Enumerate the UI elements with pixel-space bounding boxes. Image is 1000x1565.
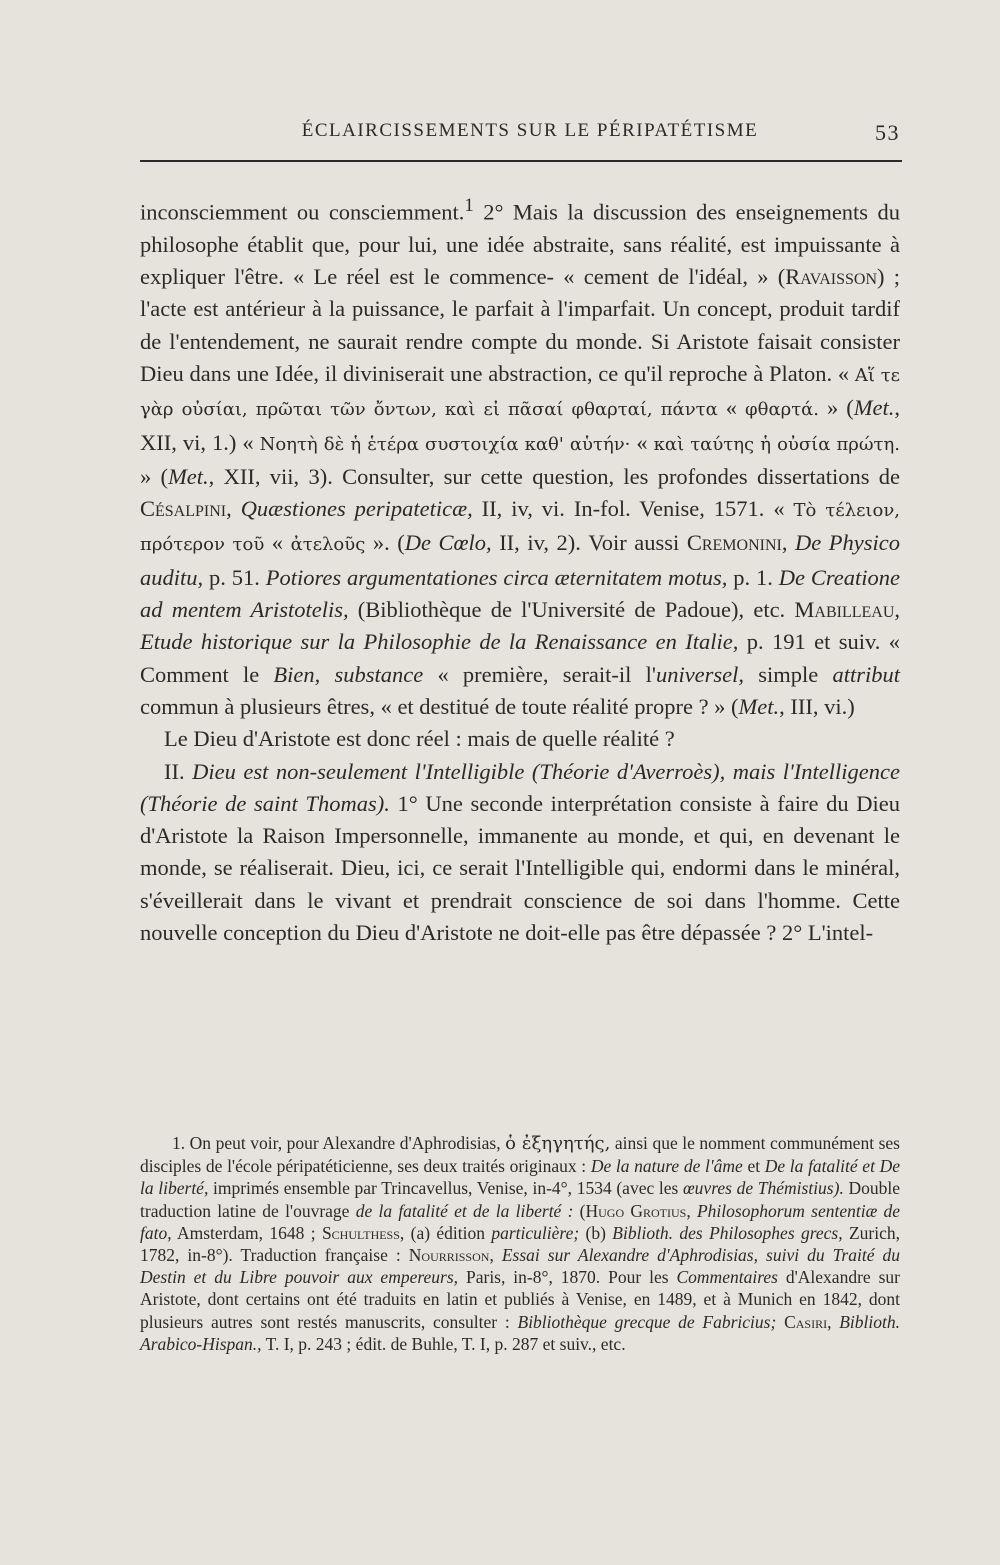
author-name: Nourrisson xyxy=(408,1245,490,1266)
citation-title: De Creatione ad mentem Aristotelis, xyxy=(140,564,900,623)
citation-title: De la fatalité et De la liberté, xyxy=(140,1156,900,1199)
greek-quote: Αἵ τε γὰρ οὐσίαι, πρῶται τῶν ὄντων, καὶ εἰ πᾶσαί φθαρταί, πάντα xyxy=(140,364,901,421)
text-run: T. I, p. 243 ; édit. de Buhle, T. I, p. 287 et suiv., etc. xyxy=(261,1333,626,1354)
paragraph-1 xyxy=(140,190,900,723)
text-run: « xyxy=(717,395,746,421)
section-number: II. xyxy=(164,758,193,784)
text-run: , XII, vii, 3). Consulter, sur cette question, les profondes dissertations de xyxy=(208,463,901,489)
text-run: « xyxy=(264,530,291,556)
text-run: Paris, in-8°, 1870. Pour les xyxy=(458,1267,677,1288)
citation-title: Philosophorum sententiæ de fato, xyxy=(140,1200,901,1243)
author-name: Hugo Grotius xyxy=(585,1200,687,1221)
citation-title: Met. xyxy=(853,395,895,421)
footnote-1 xyxy=(140,1132,900,1355)
text-run: ) ; l'acte est antérieur à la puissance, le parfait à l'imparfait. Un concept, produit tardif de l'entendement, ne saurait rendre compte du monde. Si Aristote faisait consister Dieu dans une Idée, il diviniserait une abstraction, ce qu'il reproche à Platon. « xyxy=(140,264,900,386)
text-run: , III, vi.) xyxy=(779,693,855,719)
author-name: Césalpini xyxy=(140,496,227,522)
author-name: Mabilleau xyxy=(794,597,895,623)
greek-quote: φθαρτά. xyxy=(745,399,820,421)
citation-title: Quæstiones peripateticæ, xyxy=(240,496,473,522)
citation-title: Met. xyxy=(168,463,209,489)
text-run: , xyxy=(894,597,901,623)
text-run: 1° Une seconde interprétation consiste à faire du Dieu d'Aristote la Raison Impersonnelle, immanente au monde, et qui, en devenant le monde, se réaliserait. Dieu, ici, ce serait l'Intelligible qui, endormi dans le minéral, s'éveillerait dans le vivant et prendrait conscience de soi dans l'homme. Cette nouvelle conception du Dieu d'Aristote ne doit-elle pas être dépassée ? 2° L'intel- xyxy=(140,790,900,946)
citation-title: Bibliothèque grecque de Fabricius; xyxy=(517,1311,777,1332)
citation-title: Biblioth. des Philosophes grecs, xyxy=(612,1222,843,1243)
citation-title: De Physico auditu, xyxy=(140,530,900,590)
text-run: commun à plusieurs êtres, « et destitué de toute réalité propre ? » ( xyxy=(140,693,739,719)
text-run: , (a) édition xyxy=(399,1222,492,1243)
greek-quote: καὶ ταύτης ἡ οὐσία πρώτη. xyxy=(653,433,901,455)
emphasis: universel, xyxy=(655,661,745,687)
footnote-ref: 1 xyxy=(464,195,474,216)
emphasis: Bien, substance xyxy=(273,661,424,687)
paragraph-3 xyxy=(140,756,900,950)
text-run: II, iv, vi. In-fol. Venise, 1571. « xyxy=(472,496,794,522)
text-run: II, iv, 2). Voir aussi xyxy=(491,530,687,556)
citation-title: Essai sur Alexandre d'Aphrodisias, suivi du Traité du Destin et du Libre pouvoir aux empereurs, xyxy=(140,1245,900,1288)
text-run: , xyxy=(781,530,795,556)
text-run: et xyxy=(742,1156,765,1177)
text-run: , xyxy=(226,496,241,522)
running-title: ÉCLAIRCISSEMENTS SUR LE PÉRIPATÉTISME xyxy=(301,120,759,141)
text-run: » ( xyxy=(819,395,854,421)
greek-quote: ἀτελοῦς xyxy=(290,534,366,556)
citation-title: Potiores argumentationes circa æternitatem motus, xyxy=(265,564,728,590)
text-run: p. 51. xyxy=(203,564,266,590)
text-run xyxy=(776,1312,784,1332)
author-name: Ravaisson xyxy=(785,264,878,290)
greek-quote: Νοητὴ δὲ ἡ ἑτέρα συστοιχία καθ' αὑτήν· xyxy=(259,433,631,455)
text-run: ». ( xyxy=(365,530,405,556)
text-run: Double traduction latine de l'ouvrage xyxy=(140,1178,901,1221)
text-run: » ( xyxy=(140,463,169,489)
greek-quote: Τὸ τέλειον, πρότερον τοῦ xyxy=(140,500,900,556)
page-number: 53 xyxy=(875,120,900,145)
text-run: inconsciemment ou consciemment. xyxy=(140,199,465,225)
emphasis: attribut xyxy=(832,661,900,687)
text-run: « première, serait-il l' xyxy=(423,661,656,687)
section-heading: Dieu est non-seulement l'Intelligible (Théorie d'Averroès), mais l'Intelligence (Théorie de saint Thomas). xyxy=(140,758,900,816)
text-run: simple xyxy=(744,661,833,687)
text-run: , xyxy=(489,1245,502,1266)
citation-title: de la fatalité et de la liberté : xyxy=(355,1200,574,1221)
citation-title: De la nature de l'âme xyxy=(590,1156,743,1177)
paragraph-2: Le Dieu d'Aristote est donc réel : mais de quelle réalité ? xyxy=(164,726,675,752)
text-run: 2° Mais la discussion des enseignements du philosophe établit que, pour lui, une idée abstraite, sans réalité, est impuissante à expliquer l'être. « Le réel est le commence- « cement de l'idéal, » ( xyxy=(140,199,900,290)
main-text xyxy=(140,190,900,949)
citation-title: Etude historique sur la Philosophie de la Renaissance en Italie, xyxy=(140,629,739,655)
text-run: p. 1. xyxy=(727,564,779,590)
text-run: Amsterdam, 1648 ; xyxy=(171,1222,322,1243)
text-run: « xyxy=(630,429,654,455)
text-run: (b) xyxy=(579,1222,613,1243)
greek-quote: ὁ ἐξηγητής, xyxy=(505,1133,611,1154)
author-name: Schulthess xyxy=(321,1222,400,1243)
text-run: imprimés ensemble par Trincavellus, Venise, in-4°, 1534 (avec les xyxy=(208,1178,683,1199)
author-name: Cremonini xyxy=(686,530,782,556)
running-header xyxy=(140,120,900,150)
text-run: , xyxy=(827,1311,840,1332)
text-run: ( xyxy=(573,1200,586,1221)
author-name: Casiri xyxy=(784,1311,828,1332)
text-run: Zurich, 1782, in-8°). Traduction française : xyxy=(140,1222,900,1266)
text-run: d'Alexandre sur Aristote, dont certains ont été traduits en latin et publiés à Venise, en 1489, et à Munich en 1842, dont plusieurs autres sont restés manuscrits, consulter : xyxy=(140,1267,900,1332)
citation-title: Commentaires xyxy=(676,1267,778,1288)
citation-title: De Cœlo, xyxy=(404,530,492,556)
text-run: , XII, vi, 1.) « xyxy=(140,395,901,455)
text-run: p. 191 et suiv. « Comment le xyxy=(140,629,900,687)
citation-title: particulière; xyxy=(491,1222,580,1243)
citation-title: Met. xyxy=(738,693,780,719)
citation-title: œuvres de Thémistius). xyxy=(683,1178,844,1199)
text-run: (Bibliothèque de l'Université de Padoue), etc. xyxy=(348,597,795,623)
text-run: , xyxy=(686,1200,697,1221)
text-run: 1. On peut voir, pour Alexandre d'Aphrodisias, xyxy=(172,1133,506,1153)
footnotes xyxy=(140,1132,900,1355)
citation-title: Biblioth. Arabico-Hispan., xyxy=(140,1311,900,1354)
text-run: ainsi que le nomment communément ses disciples de l'école péripatéticienne, ses deux traités originaux : xyxy=(140,1133,900,1177)
header-rule xyxy=(140,160,902,162)
